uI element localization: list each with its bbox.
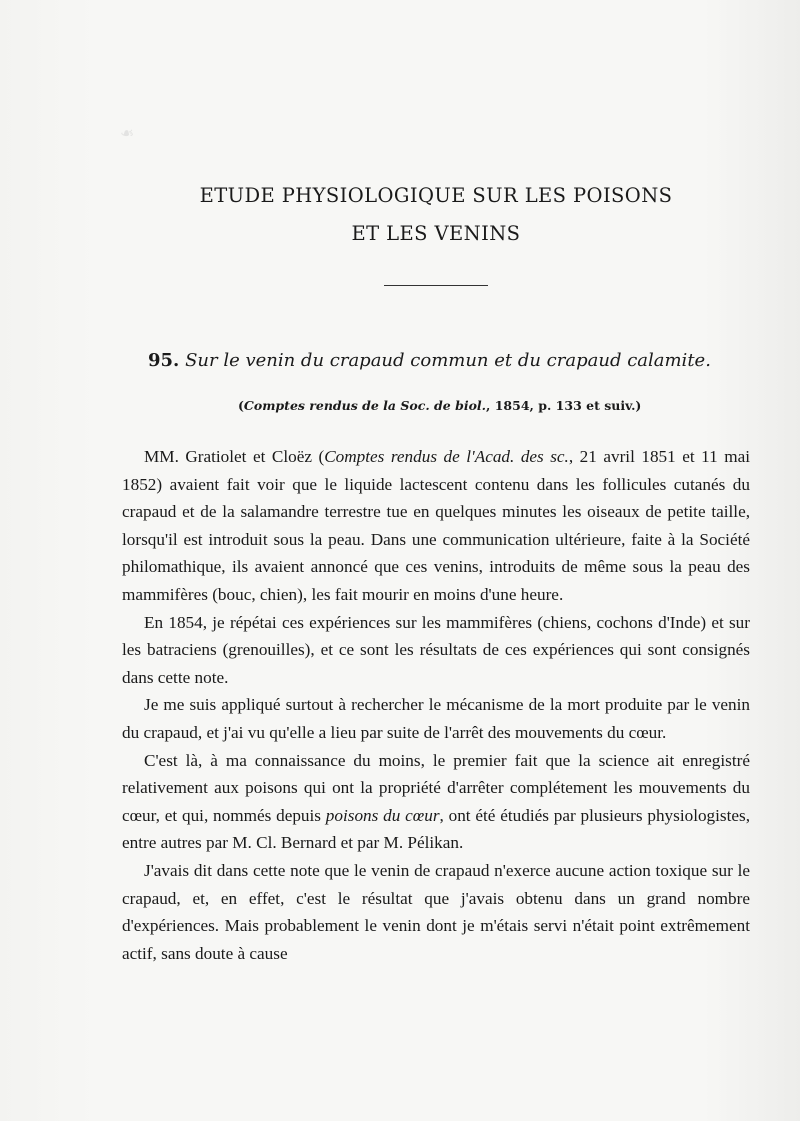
section-heading <box>148 352 750 370</box>
p4-rest: , ont été étudiés par plusieurs physiologistes, entre autres par M. Cl. Bernard et par M. Pélikan. <box>122 805 751 853</box>
paragraph-5: J'avais dit dans cette note que le venin de crapaud n'exerce aucune action toxique sur le crapaud, et, en effet, c'est le résultat que j'avais obtenu dans un grand nombre d'expériences. Mais probablement le venin dont je m'étais servi n'était point extrêmement actif, sans doute à cause <box>122 860 750 963</box>
section-title: Sur le venin du crapaud commun et du crapaud calamite. <box>185 350 711 371</box>
chapter-title-line-2: ET LES VENINS <box>351 222 521 245</box>
paragraph-3: Je me suis appliqué surtout à rechercher le mécanisme de la mort produite par le venin du crapaud, et j'ai vu qu'elle a lieu par suite de l'arrêt des mouvements du cœur. <box>122 695 750 742</box>
citation-details: , 1854, p. 133 et suiv.) <box>486 398 642 413</box>
paragraph-2: En 1854, je répétai ces expériences sur les mammifères (chiens, cochons d'Inde) et sur les batraciens (grenouilles), et ce sont les résultats de ces expériences qui sont consignés dans cette note. <box>122 612 750 687</box>
body-text <box>122 443 750 967</box>
p1-reference: Comptes rendus de l'Acad. des sc. <box>324 447 569 466</box>
section-citation <box>238 398 641 413</box>
show-through-text: ❧ <box>120 124 135 143</box>
p1-rest: , 21 avril 1851 et 11 mai 1852) avaient fait voir que le liquide lactescent contenu dans les follicules cutanés du crapaud et de la salamandre terrestre tue en quelques minutes les oiseaux de petite taille, lorsqu'il est introduit sous la peau. Dans une communication ultérieure, faite à la Société philomathique, ils avaient annoncé que ces venins, introduits de même sous la peau des mammifères (bouc, chien), les fait mourir en moins d'une heure. <box>122 447 750 604</box>
chapter-title-line-1: ETUDE PHYSIOLOGIQUE SUR LES POISONS <box>199 184 673 207</box>
citation-open: ( <box>238 398 244 413</box>
p4-start: C'est là, à ma connaissance du moins, le premier fait que la science ait enregistré relativement aux poisons qui ont la propriété d'arrêter complétement les mouvements du cœur, et qui, nommés depuis <box>122 750 750 825</box>
citation-journal: Comptes rendus de la Soc. de biol. <box>243 398 487 413</box>
title-divider <box>384 285 488 286</box>
section-number: 95. <box>148 350 180 371</box>
paragraph-1 <box>122 443 750 609</box>
p1-start: MM. Gratiolet et Cloëz ( <box>144 447 325 466</box>
paragraph-4 <box>122 747 750 857</box>
p4-term: poisons du cœur <box>325 805 440 825</box>
